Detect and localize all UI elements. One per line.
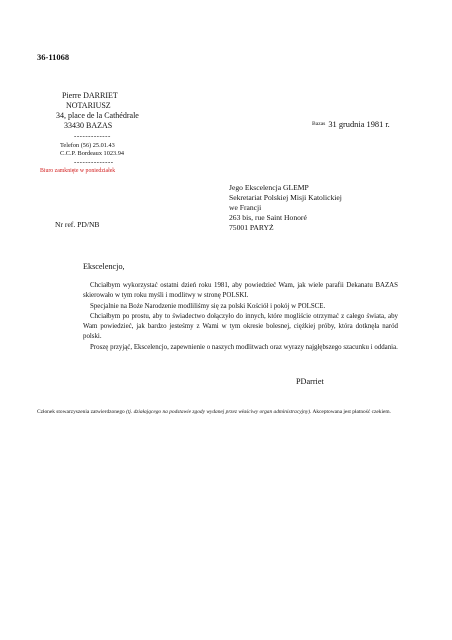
body-paragraph: Specjalnie na Boże Narodzenie modliliśmy się za polski Kościół i pokój w POLSCE. xyxy=(90,302,326,310)
sender-divider-bottom: -------------- xyxy=(74,158,114,166)
sender-ccp: C.C.P. Bordeaux 1023.94 xyxy=(60,150,125,157)
sender-phone: Telefon (56) 25.01.43 xyxy=(60,142,115,149)
salutation: Ekscelencjo, xyxy=(83,262,125,271)
reference-number: Nr ref. PD/NB xyxy=(55,220,100,229)
footnote-italic: (tj. działającego na podstawie zgody wydanej przez właściwy organ administracyjny). xyxy=(126,409,312,415)
recipient-line: 263 bis, rue Saint Honoré xyxy=(229,213,307,223)
sender-city: 33430 BAZAS xyxy=(64,121,113,130)
sender-street: 34, place de la Cathédrale xyxy=(56,111,139,120)
recipient-line: Sekretariat Polskiej Misji Katolickiej xyxy=(229,193,342,203)
footnote-part: Członek stowarzyszenia zatwierdzonego xyxy=(37,409,125,415)
recipient-address xyxy=(229,183,342,233)
signature: PDarriet xyxy=(296,377,324,386)
body-paragraph: Chciałbym po prostu, aby to świadectwo dołączyło do innych, które mogliście otrzymać z całego świata, aby Wam powiedzieć, jak bardzo jesteśmy z Wami w tym okresie bolesnej, ciężkiej próby, która dotknęła naród polski. xyxy=(83,312,398,341)
letter-date: 31 grudnia 1981 r. xyxy=(328,120,390,129)
recipient-line: 75001 PARYŻ xyxy=(229,223,274,233)
office-closed-note: Biuro zamknięte w poniedziałek xyxy=(40,168,116,174)
body-paragraph: Chciałbym wykorzystać ostatni dzień roku 1981, aby powiedzieć Wam, jak wiele parafii Dekanatu BAZAS skierowało w tym roku myśli i modlitwy w stronę POLSKI. xyxy=(83,282,398,300)
recipient-line: we Francji xyxy=(229,203,262,213)
place-date xyxy=(312,120,390,129)
body-paragraph: Proszę przyjąć, Ekscelencjo, zapewnienie o naszych modlitwach oraz wyrazy najgłębszego szacunku i oddania. xyxy=(90,343,398,351)
sender-divider-top: ------------- xyxy=(74,132,111,140)
document-number: 36-11068 xyxy=(37,52,70,62)
letter-body xyxy=(83,281,398,353)
sender-name: Pierre DARRIET xyxy=(62,91,118,100)
place-label: Bazas xyxy=(312,121,326,127)
footnote-part: Akceptowana jest płatność czekiem. xyxy=(312,409,391,415)
sender-title: NOTARIUSZ xyxy=(66,101,111,110)
footnote xyxy=(37,408,405,417)
recipient-line: Jego Ekscelencja GLEMP xyxy=(229,183,309,192)
